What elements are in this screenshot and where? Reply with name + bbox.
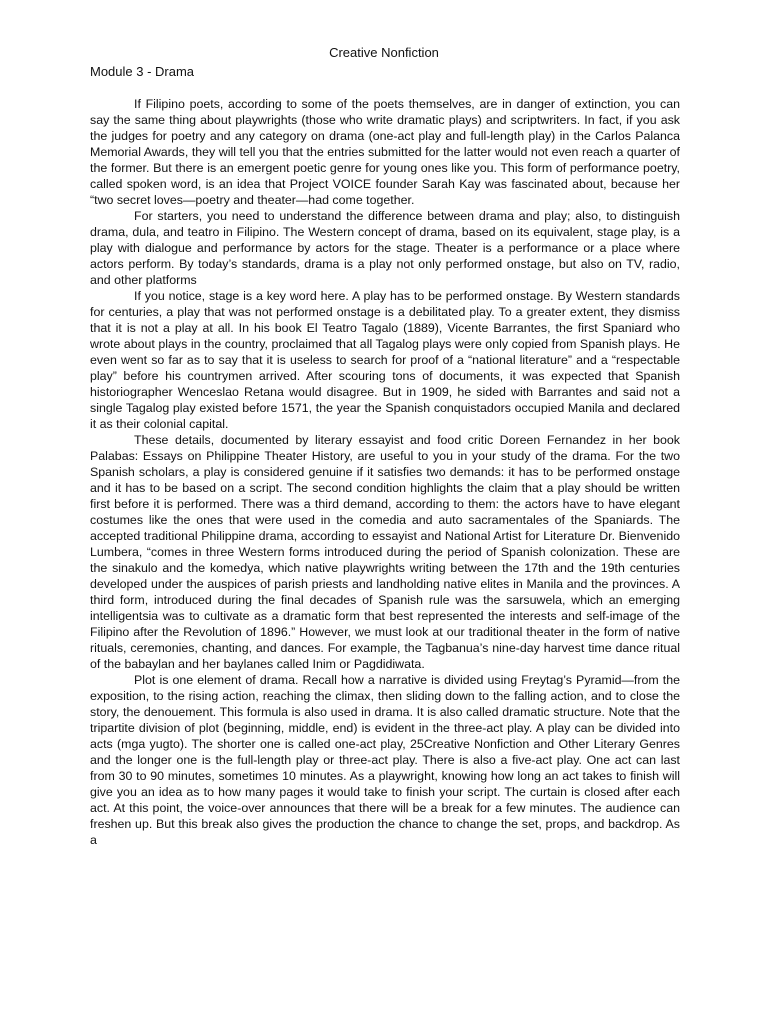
paragraph-1: If Filipino poets, according to some of the poets themselves, are in danger of extinction, you can say the same thing about playwrights (those who write dramatic plays) and scriptwriters. In fact, if you ask the judges for poetry and any category on drama (one-act play and full-length play) in the Carlos Palanca Memorial Awards, they will tell you that the entries submitted for the latter would not even reach a quarter of the former. But there is an emergent poetic genre for young ones like you. This form of performance poetry, called spoken word, is an idea that Project VOICE founder Sarah Kay was fascinated about, because her “two secret loves—poetry and theater—had come together. — [90, 97, 680, 207]
paragraph-4: These details, documented by literary essayist and food critic Doreen Fernandez in her book Palabas: Essays on Philippine Theater History, are useful to you in your study of the drama. For the two Spanish scholars, a play is considered genuine if it satisfies two demands: it has to be performed onstage and it has to be based on a script. The second condition highlights the claim that a play should be written first before it is performed. There was a third demand, according to them: the actors have to have elegant costumes like the ones that were used in the comedia and auto sacramentales of the Spaniards. The accepted traditional Philippine drama, according to essayist and National Artist for Literature Dr. Bienvenido Lumbera, “comes in three Western forms introduced during the period of Spanish colonization. These are the sinakulo and the komedya, which native playwrights writing between the 17th and the 19th centuries developed under the auspices of parish priests and landholding native elites in Manila and the provinces. A third form, introduced during the final decades of Spanish rule was the sarsuwela, which an emerging intelligentsia was to cultivate as a dramatic form that best represented the interests and self-image of the Filipino after the Revolution of 1896.” However, we must look at our traditional theater in the form of native rituals, ceremonies, chanting, and dances. For example, the Tagbanua’s nine-day harvest time dance ritual of the babaylan and her baylanes called Inim or Pagdidiwata. — [90, 433, 680, 671]
paragraph-2: For starters, you need to understand the difference between drama and play; also, to distinguish drama, dula, and teatro in Filipino. The Western concept of drama, based on its equivalent, stage play, is a play with dialogue and performance by actors for the stage. Theater is a performance or a place where actors perform. By today’s standards, drama is a play not only performed onstage, but also on TV, radio, and other platforms — [90, 209, 680, 287]
paragraph-3: If you notice, stage is a key word here. A play has to be performed onstage. By Western standards for centuries, a play that was not performed onstage is a debilitated play. To a greater extent, they dismiss that it is not a play at all. In his book El Teatro Tagalo (1889), Vicente Barrantes, the first Spaniard who wrote about plays in the country, proclaimed that all Tagalog plays were only copied from Spanish plays. He even went so far as to say that it is useless to search for proof of a “national literature” and a “respectable play” before his countrymen arrived. After scouring tons of documents, it was expected that Spanish historiographer Wenceslao Retana would disagree. But in 1909, he sided with Barrantes and said not a single Tagalog play existed before 1571, the year the Spanish conquistadors occupied Manila and declared it as their colonial capital. — [90, 289, 680, 431]
module-heading: Module 3 - Drama — [90, 64, 195, 79]
document-body — [90, 96, 680, 848]
paragraph-5: Plot is one element of drama. Recall how a narrative is divided using Freytag’s Pyramid—from the exposition, to the rising action, reaching the climax, then sliding down to the falling action, and to close the story, the denouement. This formula is also used in drama. It is also called dramatic structure. Note that the tripartite division of plot (beginning, middle, end) is evident in the three-act play. A play can be divided into acts (mga yugto). The shorter one is called one-act play, 25Creative Nonfiction and Other Literary Genres and the longer one is the full-length play or three-act play. There is also a five-act play. One act can last from 30 to 90 minutes, sometimes 10 minutes. As a playwright, knowing how long an act takes to finish will give you an idea as to how many pages it would take to finish your script. The curtain is closed after each act. At this point, the voice-over announces that there will be a break for a few minutes. The audience can freshen up. But this break also gives the production the chance to change the set, props, and backdrop. As a — [90, 673, 680, 847]
document-title: Creative Nonfiction — [329, 45, 439, 60]
